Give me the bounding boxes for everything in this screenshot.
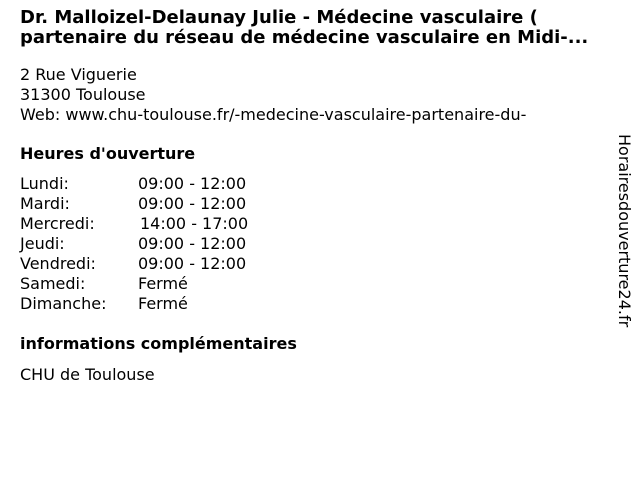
day-label: Samedi:: [20, 274, 86, 293]
day-label: Dimanche:: [20, 294, 107, 313]
day-label: Jeudi:: [20, 234, 65, 253]
additional-info-heading: informations complémentaires: [20, 334, 297, 353]
time-value: 09:00 - 12:00: [138, 254, 247, 273]
time-value: 14:00 - 17:00: [140, 214, 249, 233]
time-value: Fermé: [138, 294, 188, 313]
street-address: 2 Rue Viguerie: [20, 65, 137, 84]
additional-info-text: CHU de Toulouse: [20, 365, 155, 384]
opening-hours-heading: Heures d'ouverture: [20, 144, 196, 163]
day-label: Lundi:: [20, 174, 69, 193]
time-value: 09:00 - 12:00: [138, 174, 247, 193]
day-label: Mardi:: [20, 194, 70, 213]
address-block: [20, 65, 580, 125]
page-title: [20, 8, 620, 48]
website-link[interactable]: Web: www.chu-toulouse.fr/-medecine-vasculaire-partenaire-du-: [20, 105, 527, 124]
time-value: Fermé: [138, 274, 188, 293]
time-value: 09:00 - 12:00: [138, 194, 247, 213]
time-value: 09:00 - 12:00: [138, 234, 247, 253]
day-label: Vendredi:: [20, 254, 96, 273]
title-line-2: partenaire du réseau de médecine vasculaire en Midi-...: [20, 28, 589, 48]
title-line-1: Dr. Malloizel-Delaunay Julie - Médecine vasculaire (: [20, 8, 538, 28]
city-postal-code: 31300 Toulouse: [20, 85, 146, 104]
watermark-text: Horairesdouverture24.fr: [615, 134, 634, 328]
site-watermark: [612, 134, 636, 340]
day-label: Mercredi:: [20, 214, 95, 233]
